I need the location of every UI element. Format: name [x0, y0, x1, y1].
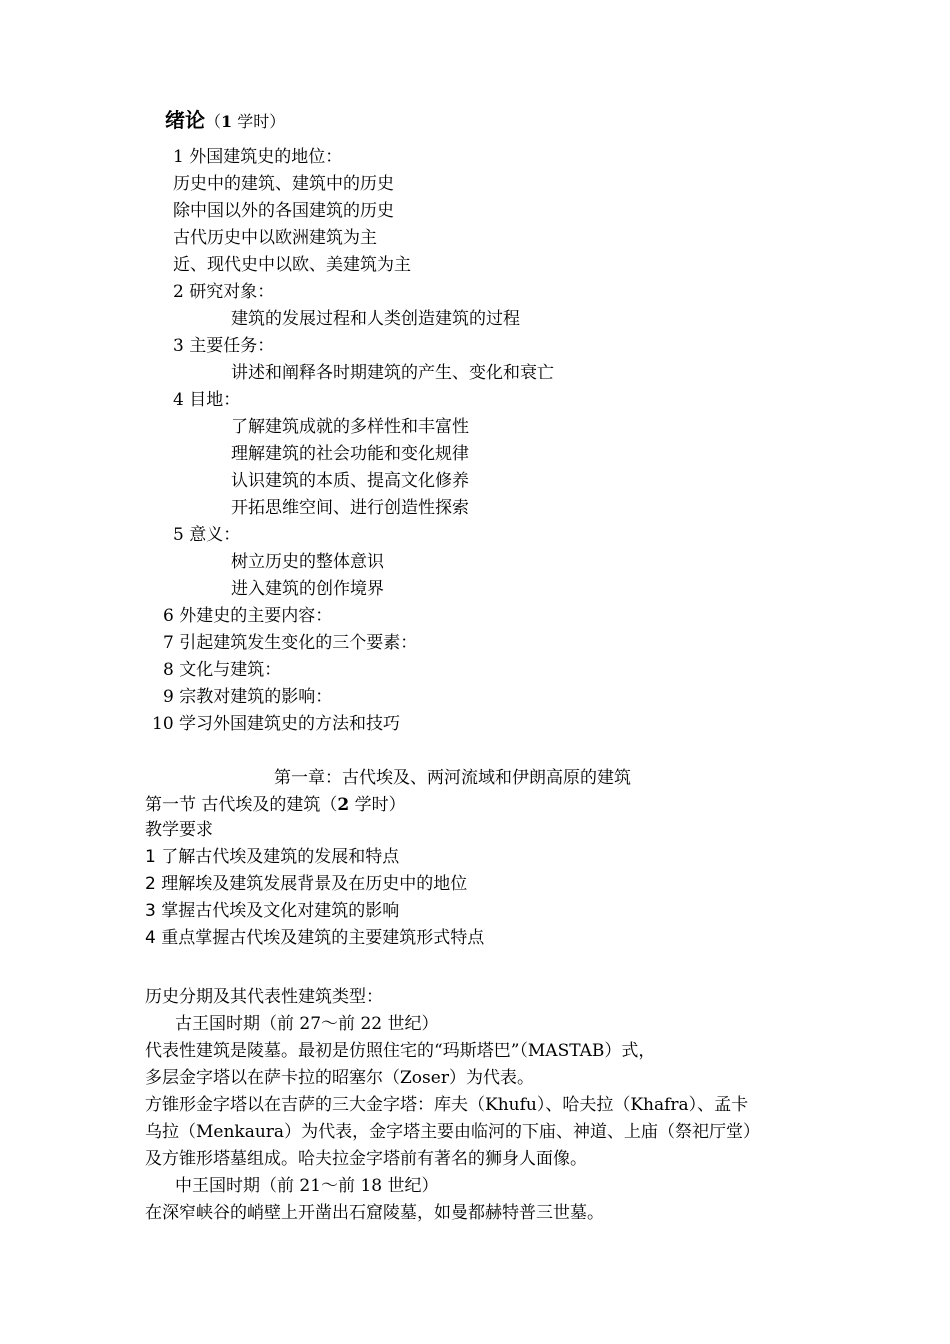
- intro-item-5: 近、现代史中以欧、美建筑为主: [173, 255, 411, 275]
- chapter-title: 第一章：古代埃及、两河流域和伊朗高原的建筑: [274, 768, 631, 788]
- requirement-2: 2 理解埃及建筑发展背景及在历史中的地位: [145, 874, 468, 894]
- intro-item-18: 6 外建史的主要内容：: [163, 606, 333, 626]
- intro-item-8: 3 主要任务：: [173, 336, 275, 356]
- body-line-4: 多层金字塔以在萨卡拉的昭塞尔（Zoser）为代表。: [145, 1068, 534, 1088]
- requirement-1: 1 了解古代埃及建筑的发展和特点: [145, 847, 400, 867]
- intro-item-15: 5 意义：: [173, 525, 241, 545]
- intro-item-21: 9 宗教对建筑的影响：: [163, 687, 333, 707]
- body-line-6: 乌拉（Menkaura）为代表，金字塔主要由临河的下庙、神道、上庙（祭祀厅堂）: [145, 1122, 761, 1142]
- intro-item-13: 认识建筑的本质、提高文化修养: [231, 471, 469, 491]
- intro-item-20: 8 文化与建筑：: [163, 660, 282, 680]
- intro-item-3: 除中国以外的各国建筑的历史: [173, 201, 394, 221]
- requirements-title: 教学要求: [145, 820, 213, 840]
- section-heading: 第一节 古代埃及的建筑（2 学时）: [145, 795, 406, 815]
- intro-item-16: 树立历史的整体意识: [231, 552, 384, 572]
- intro-title: 绪论: [165, 108, 205, 132]
- body-line-2: 古王国时期（前 27～前 22 世纪）: [175, 1014, 439, 1034]
- body-line-9: 在深窄峡谷的峭壁上开凿出石窟陵墓，如曼都赫特普三世墓。: [145, 1203, 604, 1223]
- intro-item-4: 古代历史中以欧洲建筑为主: [173, 228, 377, 248]
- body-line-8: 中王国时期（前 21～前 18 世纪）: [175, 1176, 439, 1196]
- intro-item-12: 理解建筑的社会功能和变化规律: [231, 444, 469, 464]
- intro-item-6: 2 研究对象：: [173, 282, 275, 302]
- body-line-3: 代表性建筑是陵墓。最初是仿照住宅的“玛斯塔巴”（MASTAB）式，: [145, 1041, 656, 1061]
- requirement-4: 4 重点掌握古代埃及建筑的主要建筑形式特点: [145, 928, 485, 948]
- body-line-5: 方锥形金字塔以在吉萨的三大金字塔：库夫（Khufu）、哈夫拉（Khafra）、孟卡: [145, 1095, 749, 1115]
- intro-item-14: 开拓思维空间、进行创造性探索: [231, 498, 469, 518]
- intro-item-7: 建筑的发展过程和人类创造建筑的过程: [231, 309, 520, 329]
- intro-item-22: 10 学习外国建筑史的方法和技巧: [152, 714, 401, 734]
- intro-item-11: 了解建筑成就的多样性和丰富性: [231, 417, 469, 437]
- intro-item-1: 1 外国建筑史的地位：: [173, 147, 343, 167]
- body-line-7: 及方锥形塔墓组成。哈夫拉金字塔前有著名的狮身人面像。: [145, 1149, 587, 1169]
- intro-item-2: 历史中的建筑、建筑中的历史: [173, 174, 394, 194]
- intro-heading: [165, 108, 285, 134]
- intro-item-17: 进入建筑的创作境界: [231, 579, 384, 599]
- intro-item-10: 4 目地：: [173, 390, 241, 410]
- requirement-3: 3 掌握古代埃及文化对建筑的影响: [145, 901, 400, 921]
- intro-item-19: 7 引起建筑发生变化的三个要素：: [163, 633, 418, 653]
- intro-hours: （1 学时）: [205, 112, 286, 131]
- intro-item-9: 讲述和阐释各时期建筑的产生、变化和衰亡: [231, 363, 554, 383]
- body-line-1: 历史分期及其代表性建筑类型：: [145, 987, 383, 1007]
